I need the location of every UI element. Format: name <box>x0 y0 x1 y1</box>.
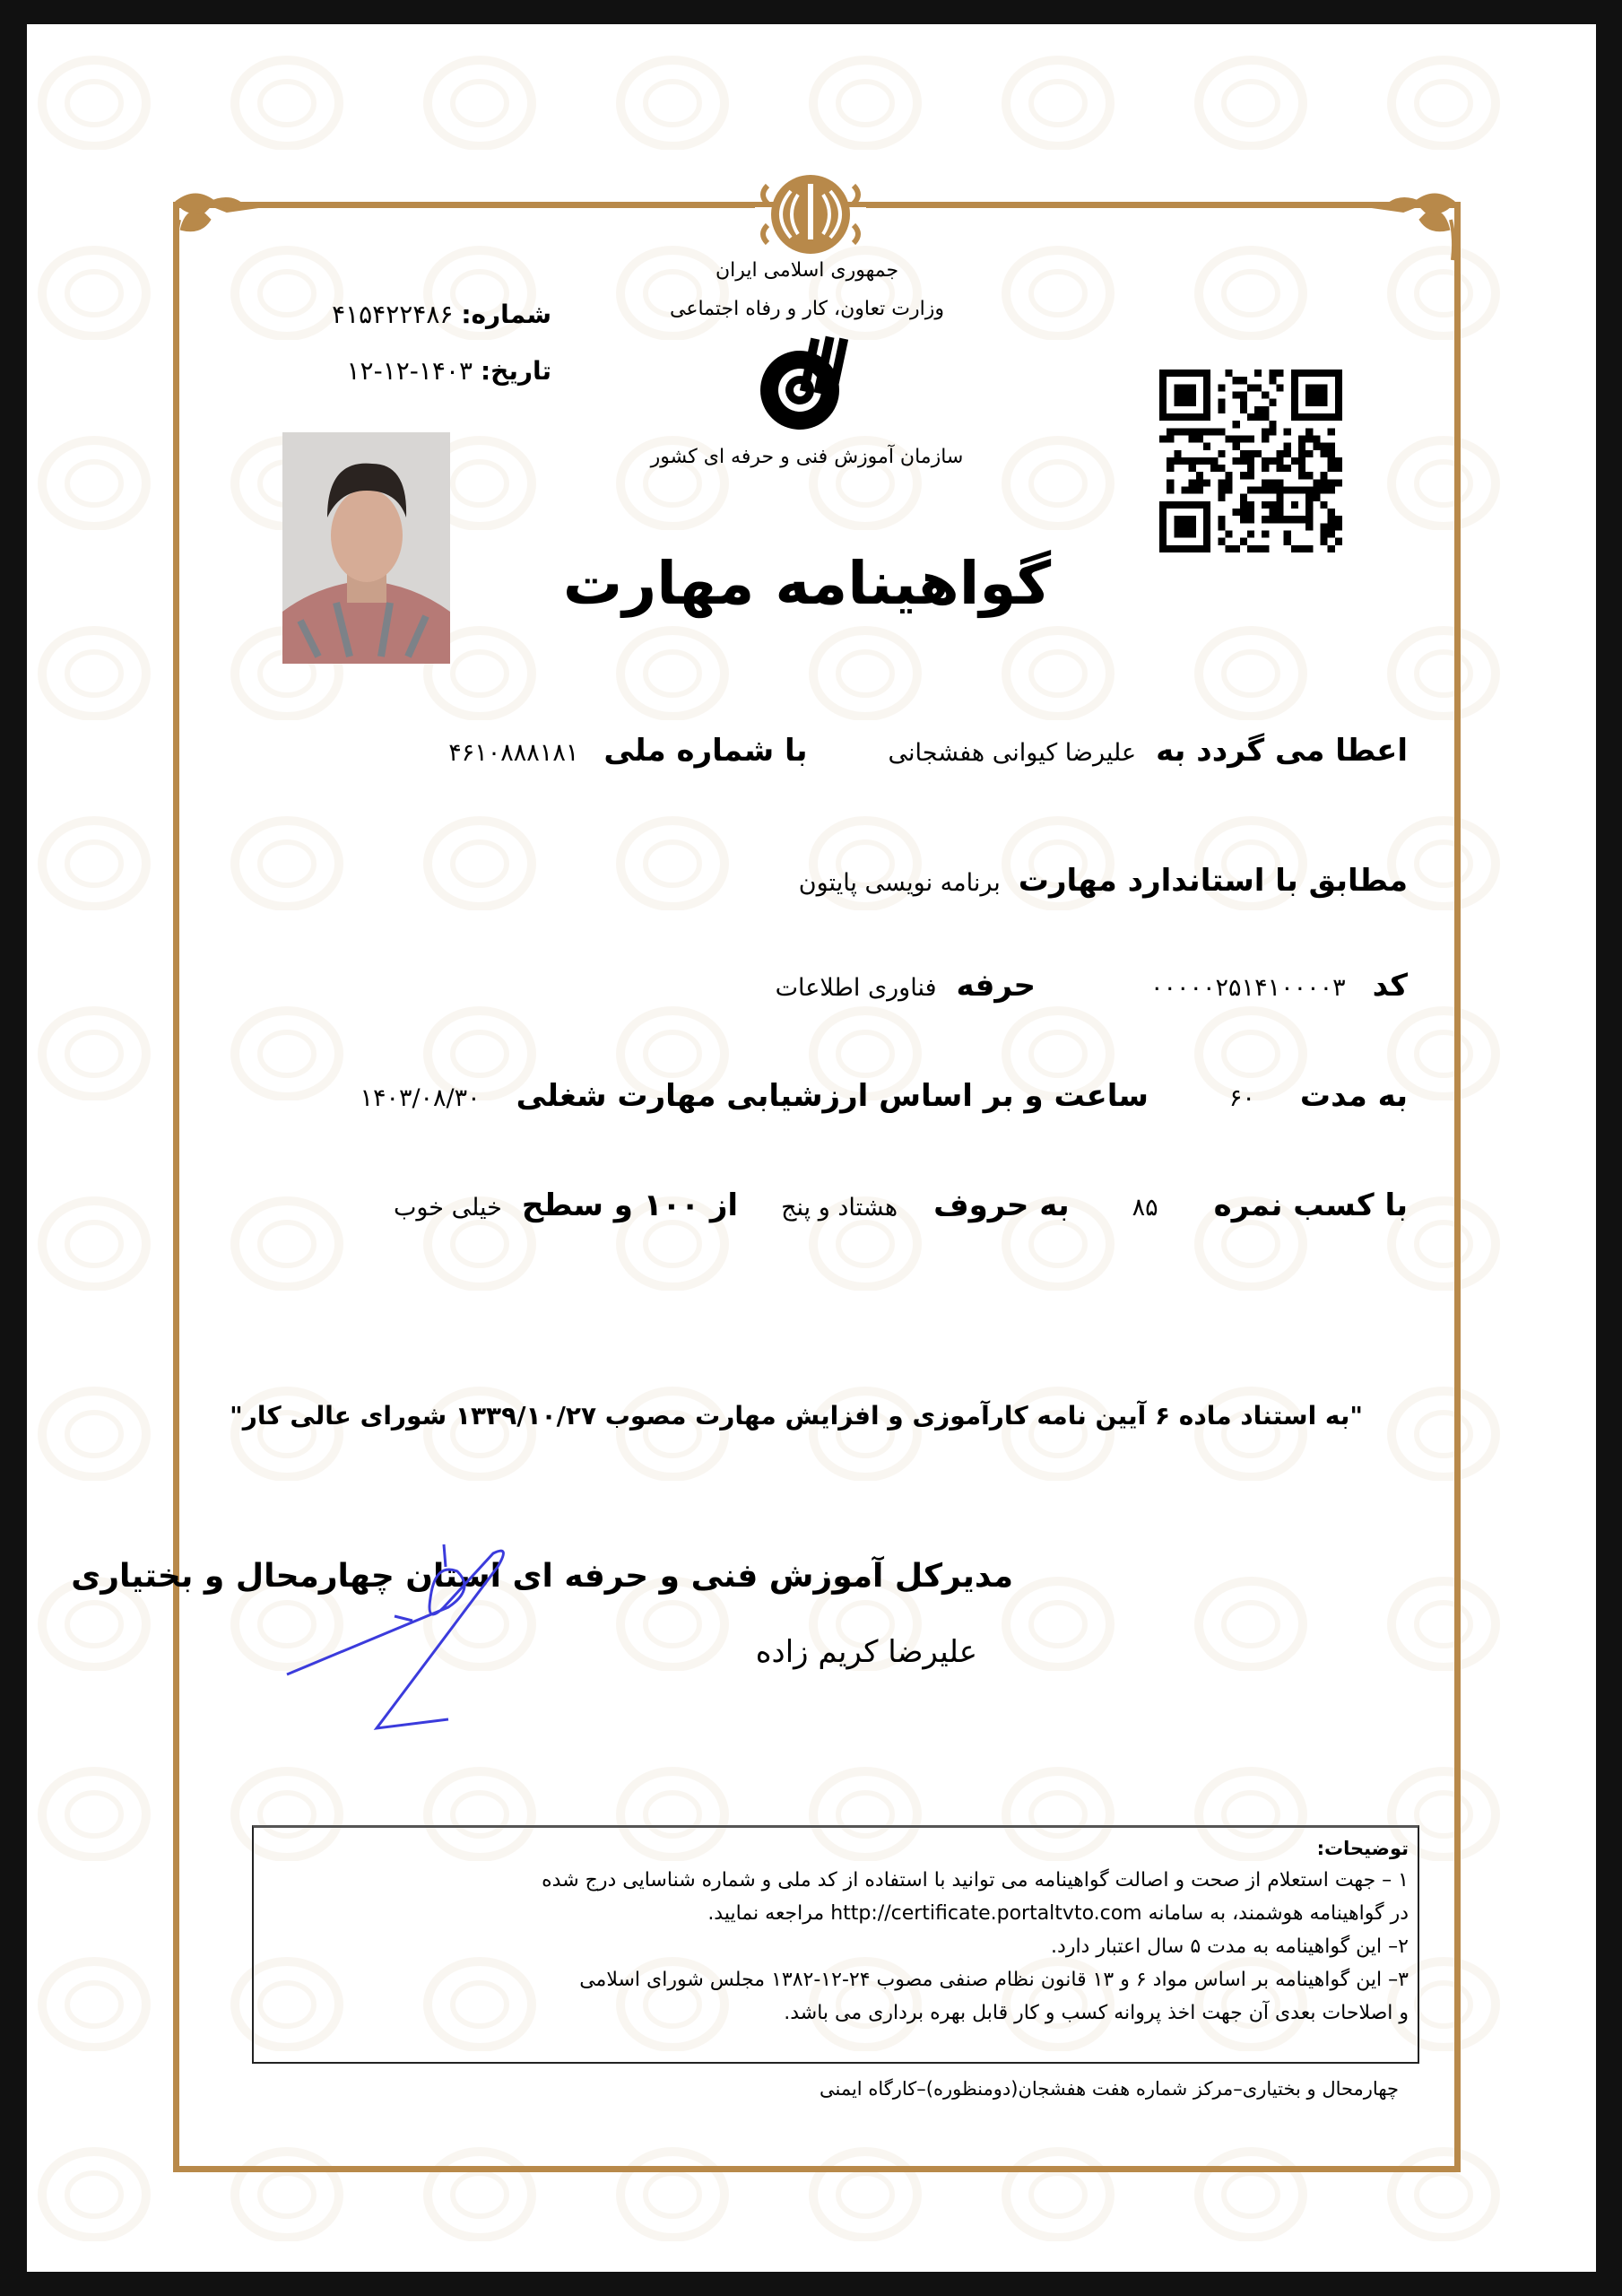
note-line: و اصلاحات بعدی آن جهت اخذ پروانه کسب و کار قابل بهره برداری می باشد. <box>784 2002 1409 2024</box>
watermark-logo-icon <box>36 431 152 530</box>
note-line: ۱ – جهت استعلام از صحت و اصالت گواهینامه می توانید با استفاده از کد ملی و شماره شناسایی درج شده <box>542 1869 1409 1892</box>
ministry-name: وزارت تعاون، کار و رفاه اجتماعی <box>669 298 944 320</box>
watermark-logo-icon <box>36 1952 152 2051</box>
notes-heading: توضیحات: <box>1316 1838 1409 1859</box>
certificate-page <box>27 24 1596 2272</box>
out-of-label: از ۱۰۰ و سطح <box>521 1187 739 1223</box>
iran-emblem-icon <box>755 159 866 270</box>
watermark-logo-icon <box>1385 51 1502 150</box>
watermark-logo-icon <box>36 1192 152 1291</box>
standard-value: برنامه نویسی پایتون <box>798 869 1001 897</box>
date-value: ۱۴۰۳-۱۲-۱۲ <box>346 356 473 386</box>
trade-value: فناوری اطلاعات <box>775 974 937 1002</box>
number-label: شماره: <box>461 300 551 329</box>
duration-line <box>360 1078 1408 1114</box>
watermark-logo-icon <box>229 51 345 150</box>
note-line <box>263 1897 1409 1930</box>
watermark-logo-icon <box>1000 51 1116 150</box>
watermark-logo-icon <box>36 241 152 340</box>
number-value: ۴۱۵۴۲۲۴۸۶ <box>332 300 454 329</box>
floral-corner-right-icon <box>1363 184 1470 265</box>
watermark-logo-icon <box>807 51 924 150</box>
duration-value: ۶۰ <box>1228 1084 1255 1112</box>
watermark-logo-icon <box>1193 51 1309 150</box>
legal-basis: "به استناد ماده ۶ آیین نامه کارآموزی و افزایش مهارت مصوب ۱۳۳۹/۱۰/۲۷ شورای عالی کار" <box>230 1401 1363 1431</box>
issuing-center: چهارمحال و بختیاری–مرکز شماره هفت هفشجان(دومنظوره)–کارگاه ایمنی <box>819 2078 1399 2100</box>
handwritten-signature <box>269 1540 538 1746</box>
code-value: ۰۰۰۰۰۲۵۱۴۱۰۰۰۰۳ <box>1150 974 1346 1002</box>
watermark-logo-icon <box>36 2143 152 2241</box>
in-words-label: به حروف <box>933 1187 1070 1223</box>
tvto-logo-icon <box>753 331 854 431</box>
certificate-number <box>332 300 551 329</box>
signatory-title: مدیرکل آموزش فنی و حرفه ای استان چهارمحال و بختیاری <box>71 1558 1013 1595</box>
certificate-title: گواهینامه مهارت <box>562 549 1052 618</box>
watermark-logo-icon <box>36 622 152 720</box>
watermark-logo-icon <box>614 51 731 150</box>
duration-label: به مدت <box>1299 1078 1408 1114</box>
certificate-date <box>347 356 551 386</box>
assessment-label: ساعت و بر اساس ارزشیابی مهارت شغلی <box>516 1078 1149 1114</box>
note-line: ۳– این گواهینامه بر اساس مواد ۶ و ۱۳ قانون نظام صنفی مصوب ۲۴-۱۲-۱۳۸۲ مجلس شورای اسلامی <box>579 1969 1409 1991</box>
standard-label: مطابق با استاندارد مهارت <box>1018 863 1408 899</box>
watermark-logo-icon <box>36 1382 152 1481</box>
awarded-label: اعطا می گردد به <box>1156 733 1408 769</box>
date-label: تاریخ: <box>480 356 551 386</box>
qr-code <box>1159 370 1342 552</box>
standard-line <box>799 863 1408 899</box>
in-words-value: هشتاد و پنج <box>781 1194 898 1222</box>
national-id-label: با شماره ملی <box>603 733 808 769</box>
notes-box <box>252 1825 1419 2064</box>
watermark-logo-icon <box>36 1762 152 1861</box>
national-id-value: ۴۶۱۰۸۸۸۱۸۱ <box>448 739 579 767</box>
floral-corner-left-icon <box>160 184 267 265</box>
score-value: ۸۵ <box>1132 1194 1158 1222</box>
signatory-name: علیرضا کریم زاده <box>755 1634 977 1670</box>
assessment-date: ۱۴۰۳/۰۸/۳۰ <box>360 1084 481 1112</box>
organization-name: سازمان آموزش فنی و حرفه ای کشور <box>650 446 964 468</box>
watermark-logo-icon <box>36 812 152 910</box>
watermark-logo-icon <box>36 51 152 150</box>
verification-link[interactable]: در گواهینامه هوشمند، به سامانه http://certificate.portaltvto.com مراجعه نمایید. <box>707 1902 1409 1925</box>
score-label: با کسب نمره <box>1213 1187 1408 1223</box>
score-line <box>394 1187 1408 1223</box>
country-name: جمهوری اسلامی ایران <box>715 259 899 282</box>
code-line <box>776 968 1408 1004</box>
watermark-logo-icon <box>421 51 538 150</box>
trade-label: حرفه <box>956 968 1037 1004</box>
recipient-line <box>260 733 1408 769</box>
watermark-logo-icon <box>36 1002 152 1100</box>
code-label: کد <box>1372 968 1408 1004</box>
level-value: خیلی خوب <box>393 1194 502 1222</box>
recipient-name: علیرضا کیوانی هفشجانی <box>888 739 1137 767</box>
recipient-photo <box>282 432 450 664</box>
note-line: ۲– این گواهینامه به مدت ۵ سال اعتبار دارد. <box>1051 1935 1409 1958</box>
